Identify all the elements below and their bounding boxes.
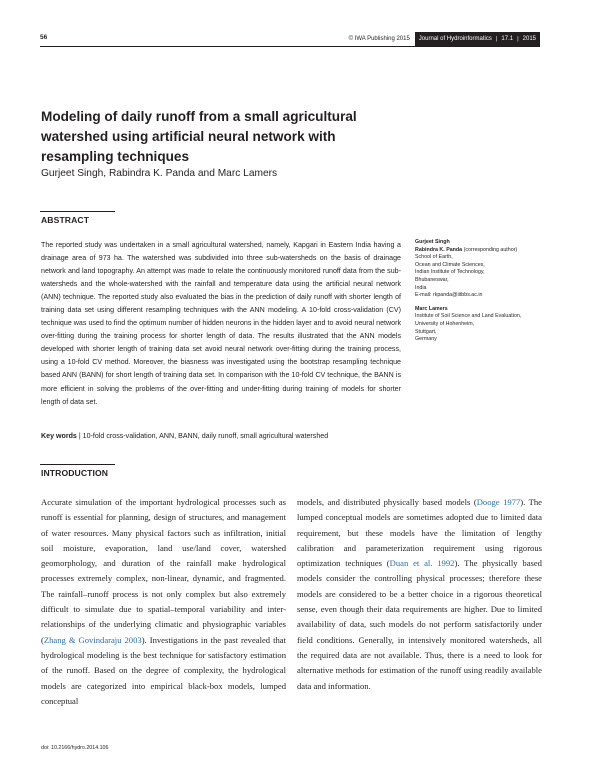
affiliation-line: Bhubaneswar, [415, 276, 449, 283]
affiliation-line: Germany [415, 336, 437, 343]
article-title: Modeling of daily runoff from a small agricultural watershed using artificial neural network with resampling techniques [41, 109, 357, 164]
body-column-right [297, 495, 542, 694]
journal-volume: 17.1 [501, 36, 514, 42]
body-text: ). The lumped conceptual models are sometimes adopted due to limited data requirement, but these models have the limitation of lengthy calibration and parameterization requirement using rigorous optimization techniques ( [297, 497, 542, 569]
affiliation-line: (corresponding author) [463, 246, 518, 253]
affiliation-author-name: Rabindra K. Panda [415, 246, 463, 253]
body-text: models, and distributed physically based models ( [297, 497, 477, 507]
body-text: Accurate simulation of the important hydrological processes such as runoff is essential for planning, design of structures, and management of water resources. Many physical factors such as infiltration, initial soil moisture, evaporation, land use/land cover, watershed geomorphology, and duration of the rainfall make hydrological processes extremely complex, non-linear, dynamic, and fragmented. The rainfall–runoff process is not only complex but also extremely difficult to simulate due to spatial–temporal variability and inter-relationships of the underlying climatic and physiographic variables ( [41, 497, 286, 645]
affiliation-block [415, 239, 545, 247]
abstract-text: The reported study was undertaken in a small agricultural watershed, namely, Kapgari in Eastern India having a drainage area of 973 ha. The watershed was subdivided into three sub-watersheds on the basis of drainage network and land topography. An attempt was made to relate the continuously monitored runoff data from the sub-watersheds and the whole-watershed with the rainfall and temperature data using the artificial neural network (ANN) technique. The reported study also evaluated the bias in the prediction of daily runoff with shorter length of training data set using different resampling techniques with the ANN modeling. A 10-fold cross-validation (CV) technique was used to find the optimum number of hidden neurons in the hidden layer and to avoid neural network over-fitting during the training process for shorter length of data. The results illustrated that the ANN models developed with shorter length of training data set avoid neural network over-fitting during the training process, using a 10-fold CV method. Moreover, the biasness was investigated using the bootstrap resampling technique based ANN (BANN) for short length of training data set. In comparison with the 10-fold CV technique, the BANN is more efficient in solving the problems of the over-fitting and under-fitting during training of models for shorter length of data set. [41, 241, 401, 406]
affiliation-line: School of Earth, [415, 254, 453, 261]
separator: | [517, 36, 519, 42]
affiliation-author-name: Marc Lamers [415, 305, 448, 312]
affiliation-author-name: Gurjeet Singh [415, 239, 450, 245]
journal-banner [415, 32, 540, 46]
citation-link[interactable]: Duan et al. 1992 [389, 558, 455, 569]
keywords-list: | 10-fold cross-validation, ANN, BANN, daily runoff, small agricultural watershed [78, 432, 329, 440]
affiliation-line: Ocean and Climate Sciences, [415, 261, 485, 268]
affiliation-line: Institute of Soil Science and Land Evaluation, [415, 313, 522, 320]
body-text: ). Investigations in the past revealed that hydrological modeling is the best technique for satisfactory estimation of the runoff. Based on the degree of complexity, the hydrological models are categorized into empirical black-box models, lumped conceptual [41, 634, 286, 706]
affiliation-line: Stuttgart, [415, 328, 437, 335]
affiliation-line: Indian Institute of Technology, [415, 269, 485, 276]
body-column-left [41, 495, 286, 709]
affiliation-email: E-mail: rkpanda@iitbbs.ac.in [415, 292, 483, 299]
affiliation-block [415, 306, 545, 344]
doi-footer: doi: 10.2166/hydro.2014.106 [41, 745, 109, 751]
journal-name: Journal of Hydroinformatics [418, 36, 492, 42]
abstract-rule [40, 211, 115, 212]
body-text: ). The physically based models consider the controlling physical processes; therefore these models are considered to be a better choice in a rigorous theoretical sense, even though their data requirements are higher. Due to limited availability of data, such models do not perform satisfactorily under field conditions. Generally, in intensively monitored watersheds, all the required data are not available. Thus, there is a need to look for alternative methods for estimation of the runoff using readily available data and information. [297, 558, 542, 691]
separator: | [495, 36, 498, 42]
introduction-rule [40, 464, 115, 465]
page-number: 56 [40, 34, 48, 41]
citation-link[interactable]: Zhang & Govindaraju 2003 [43, 634, 142, 645]
introduction-heading: INTRODUCTION [41, 468, 109, 478]
header-journal-info [349, 32, 540, 46]
publisher-notice: © IWA Publishing 2015 [348, 36, 410, 42]
affiliation-line: India [415, 284, 427, 291]
citation-link[interactable]: Dooge 1977 [476, 497, 521, 507]
article-authors: Gurjeet Singh, Rabindra K. Panda and Marc Lamers [41, 168, 278, 179]
affiliation-line: University of Hohenheim, [415, 320, 475, 327]
abstract-heading: ABSTRACT [41, 215, 90, 225]
keywords-label: Key words [41, 432, 77, 440]
running-header [40, 32, 540, 47]
affiliation-block [415, 247, 545, 300]
author-affiliations [415, 239, 545, 350]
journal-year: 2015 [522, 36, 536, 42]
keywords [41, 432, 401, 440]
